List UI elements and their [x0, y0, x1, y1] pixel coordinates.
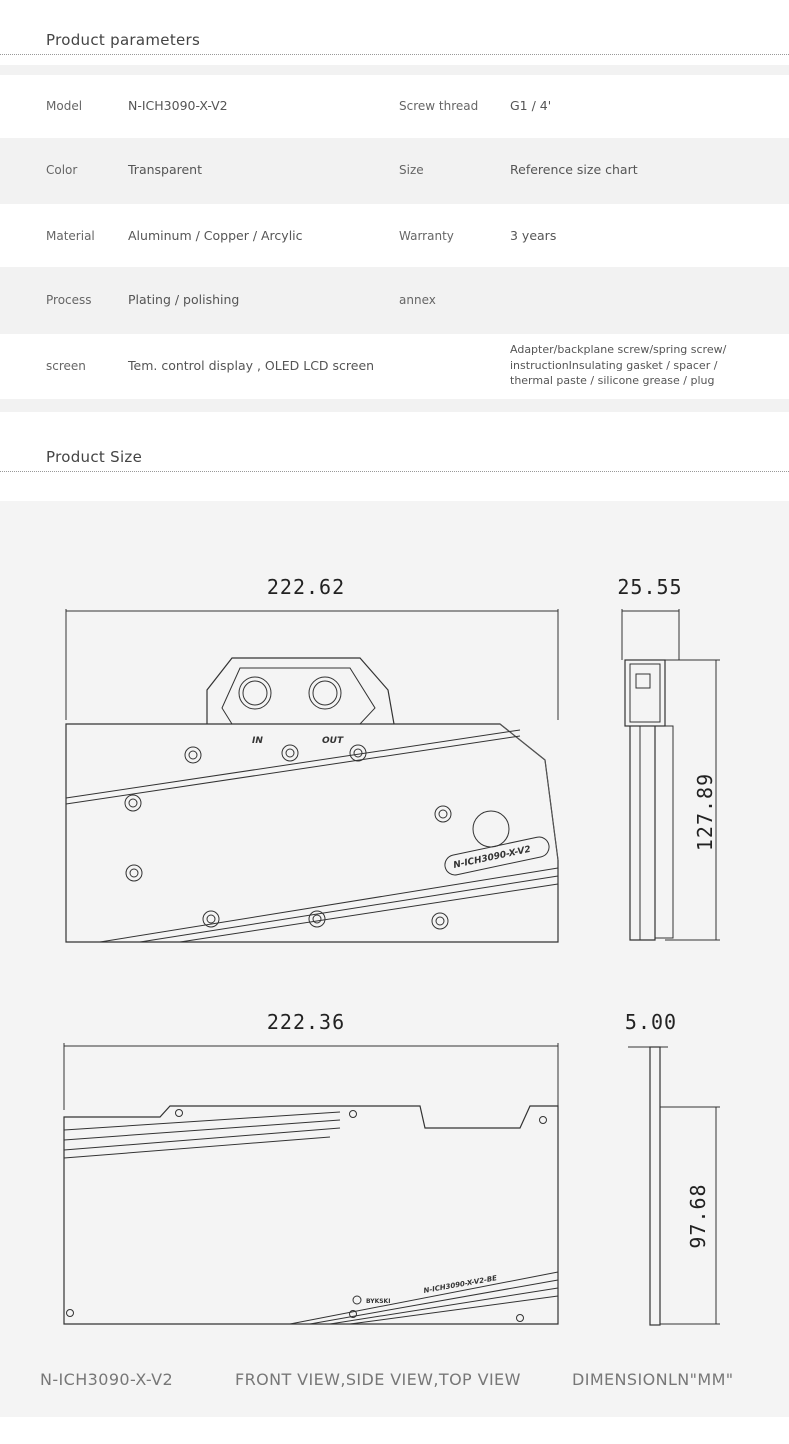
- inlet-label: IN: [252, 736, 263, 746]
- backplate-model-label: N-ICH3090-X-V2-BE: [422, 1274, 498, 1295]
- block-model-label: N-ICH3090-X-V2: [452, 844, 532, 871]
- row-label: annex: [399, 293, 436, 307]
- back-width-dimension: 222.36: [266, 1010, 346, 1034]
- row-label: Color: [46, 163, 78, 177]
- side-height-dimension: 127.89: [693, 772, 717, 852]
- row-value: Transparent: [128, 162, 203, 177]
- row-label: Material: [46, 229, 95, 243]
- row-label: Model: [46, 99, 83, 113]
- table-row: [0, 75, 789, 138]
- annex-list: [510, 342, 780, 389]
- annex-line: Adapter/backplane screw/spring screw/: [510, 343, 727, 356]
- parameters-title: Product parameters: [46, 31, 201, 49]
- row-label: Screw thread: [399, 99, 479, 113]
- row-value: Aluminum / Copper / Arcylic: [128, 228, 303, 243]
- row-value: 3 years: [510, 228, 557, 243]
- outlet-label: OUT: [322, 736, 344, 746]
- size-divider: [0, 471, 789, 472]
- row-label: screen: [46, 359, 86, 373]
- table-row: [0, 334, 789, 399]
- row-label: Process: [46, 293, 92, 307]
- row-value: Tem. control display , OLED LCD screen: [128, 358, 375, 373]
- brand-label: BYKSKI: [366, 1298, 391, 1305]
- row-label: Size: [399, 163, 424, 177]
- parameters-divider: [0, 54, 789, 55]
- row-value: N-ICH3090-X-V2: [128, 98, 228, 113]
- size-title: Product Size: [46, 448, 143, 466]
- footer-model: N-ICH3090-X-V2: [40, 1370, 174, 1389]
- annex-line: thermal paste / silicone grease / plug: [510, 374, 715, 387]
- dimension-drawing: [0, 501, 789, 1417]
- row-value: G1 / 4': [510, 98, 552, 113]
- parameters-table: [0, 65, 789, 412]
- row-label: Warranty: [399, 229, 454, 243]
- footer-views: FRONT VIEW,SIDE VIEW,TOP VIEW: [235, 1370, 521, 1389]
- front-width-dimension: 222.62: [266, 575, 346, 599]
- back-thickness-dimension: 5.00: [624, 1010, 678, 1034]
- row-value: Reference size chart: [510, 162, 638, 177]
- annex-line: instructionInsulating gasket / spacer /: [510, 358, 718, 372]
- table-row: [0, 204, 789, 267]
- side-width-dimension: 25.55: [617, 575, 683, 599]
- drawing-canvas: [0, 501, 789, 1417]
- back-height-dimension: 97.68: [686, 1183, 710, 1249]
- row-value: Plating / polishing: [128, 292, 240, 307]
- footer-units: DIMENSIONLN"MM": [572, 1370, 734, 1389]
